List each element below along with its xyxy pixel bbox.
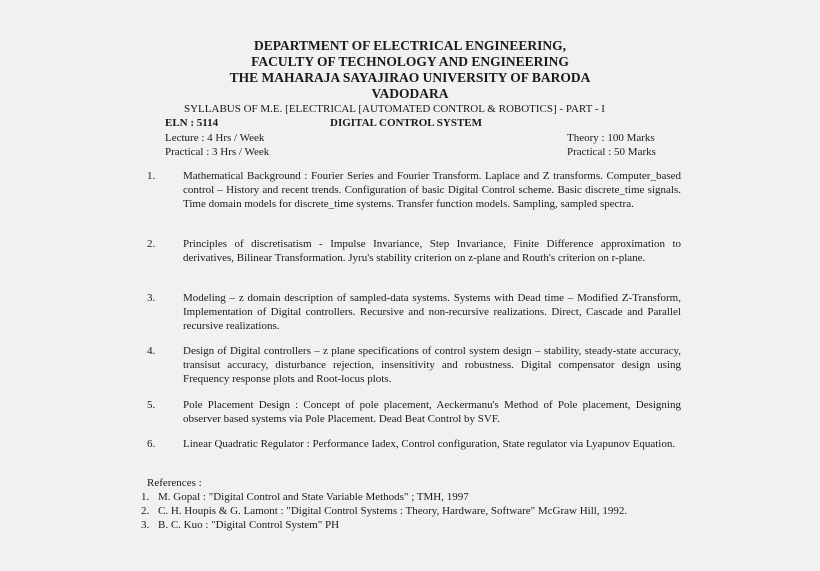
topic-text: Linear Quadratic Regulator : Performance Iadex, Control configuration, State regulator via Lyapunov Equation. xyxy=(183,438,676,450)
practical-marks: Practical : 50 Marks xyxy=(567,146,656,158)
header-department: DEPARTMENT OF ELECTRICAL ENGINEERING, xyxy=(253,38,567,53)
topic-number: 5. xyxy=(147,399,156,411)
reference-item xyxy=(141,504,627,518)
reference-text: B. C. Kuo : "Digital Control System" PH xyxy=(158,519,340,531)
topic-item xyxy=(147,169,681,211)
topic-item xyxy=(147,398,681,426)
header-university: THE MAHARAJA SAYAJIRAO UNIVERSITY OF BARODA xyxy=(229,70,591,85)
reference-number: 1. xyxy=(141,491,150,503)
practical-hours: Practical : 3 Hrs / Week xyxy=(165,146,270,158)
reference-item xyxy=(141,518,339,532)
lecture-hours: Lecture : 4 Hrs / Week xyxy=(165,132,265,144)
topic-number: 3. xyxy=(147,292,156,304)
syllabus-title: SYLLABUS OF M.E. [ELECTRICAL [AUTOMATED CONTROL & ROBOTICS] - PART - I xyxy=(184,103,605,115)
topic-number: 1. xyxy=(147,170,156,182)
theory-marks: Theory : 100 Marks xyxy=(567,132,655,144)
reference-number: 2. xyxy=(141,505,150,517)
topic-number: 4. xyxy=(147,345,156,357)
topic-item xyxy=(147,237,681,265)
reference-text: M. Gopal : "Digital Control and State Variable Methods" ; TMH, 1997 xyxy=(158,491,469,503)
topic-text: Modeling – z domain description of sampled-data systems. Systems with Dead time – Modified Z-Transform, Implementation of Digital controllers. Recursive and non-recursive realizations. Direct, Cascade and Parallel recursive realizations. xyxy=(183,292,681,332)
topic-text: Pole Placement Design : Concept of pole placement, Aeckermanu's Method of Pole placement, Designing observer based systems via Pole Placement. Dead Beat Control by SVF. xyxy=(183,399,681,425)
header-faculty: FACULTY OF TECHNOLOGY AND ENGINEERING xyxy=(251,54,569,69)
topic-number: 2. xyxy=(147,238,156,250)
reference-number: 3. xyxy=(141,519,150,531)
topic-item xyxy=(147,291,681,333)
topic-text: Mathematical Background : Fourier Series and Fourier Transform. Laplace and Z transforms. Computer_based control – History and recent trends. Configuration of basic Digital Control scheme. Basic discrete_time signals. Time domain models for discrete_time systems. Transfer function models. Sampling, sampled spectra. xyxy=(183,170,681,210)
header-city: VADODARA xyxy=(371,86,449,101)
course-code: ELN : 5114 xyxy=(165,117,219,129)
references-heading: References : xyxy=(147,477,202,489)
topic-item xyxy=(147,344,681,386)
topic-number: 6. xyxy=(147,438,156,450)
course-title: DIGITAL CONTROL SYSTEM xyxy=(330,117,483,129)
topic-text: Principles of discretisatism - Impulse Invariance, Step Invariance, Finite Difference approximation to derivatives, Bilinear Transformation. Jyru's stability criterion on z-plane and Routh's criterion on r-plane. xyxy=(183,238,681,264)
topic-item xyxy=(147,437,681,451)
reference-item xyxy=(141,490,469,504)
topic-text: Design of Digital controllers – z plane specifications of control system design – stability, steady-state accuracy, transisut accuracy, disturbance rejection, insensitivity and robustness. Digital compensator design using Frequency response plots and Root-locus plots. xyxy=(183,345,681,385)
reference-text: C. H. Houpis & G. Lamont : "Digital Control Systems : Theory, Hardware, Software" McGraw Hill, 1992. xyxy=(158,505,628,517)
